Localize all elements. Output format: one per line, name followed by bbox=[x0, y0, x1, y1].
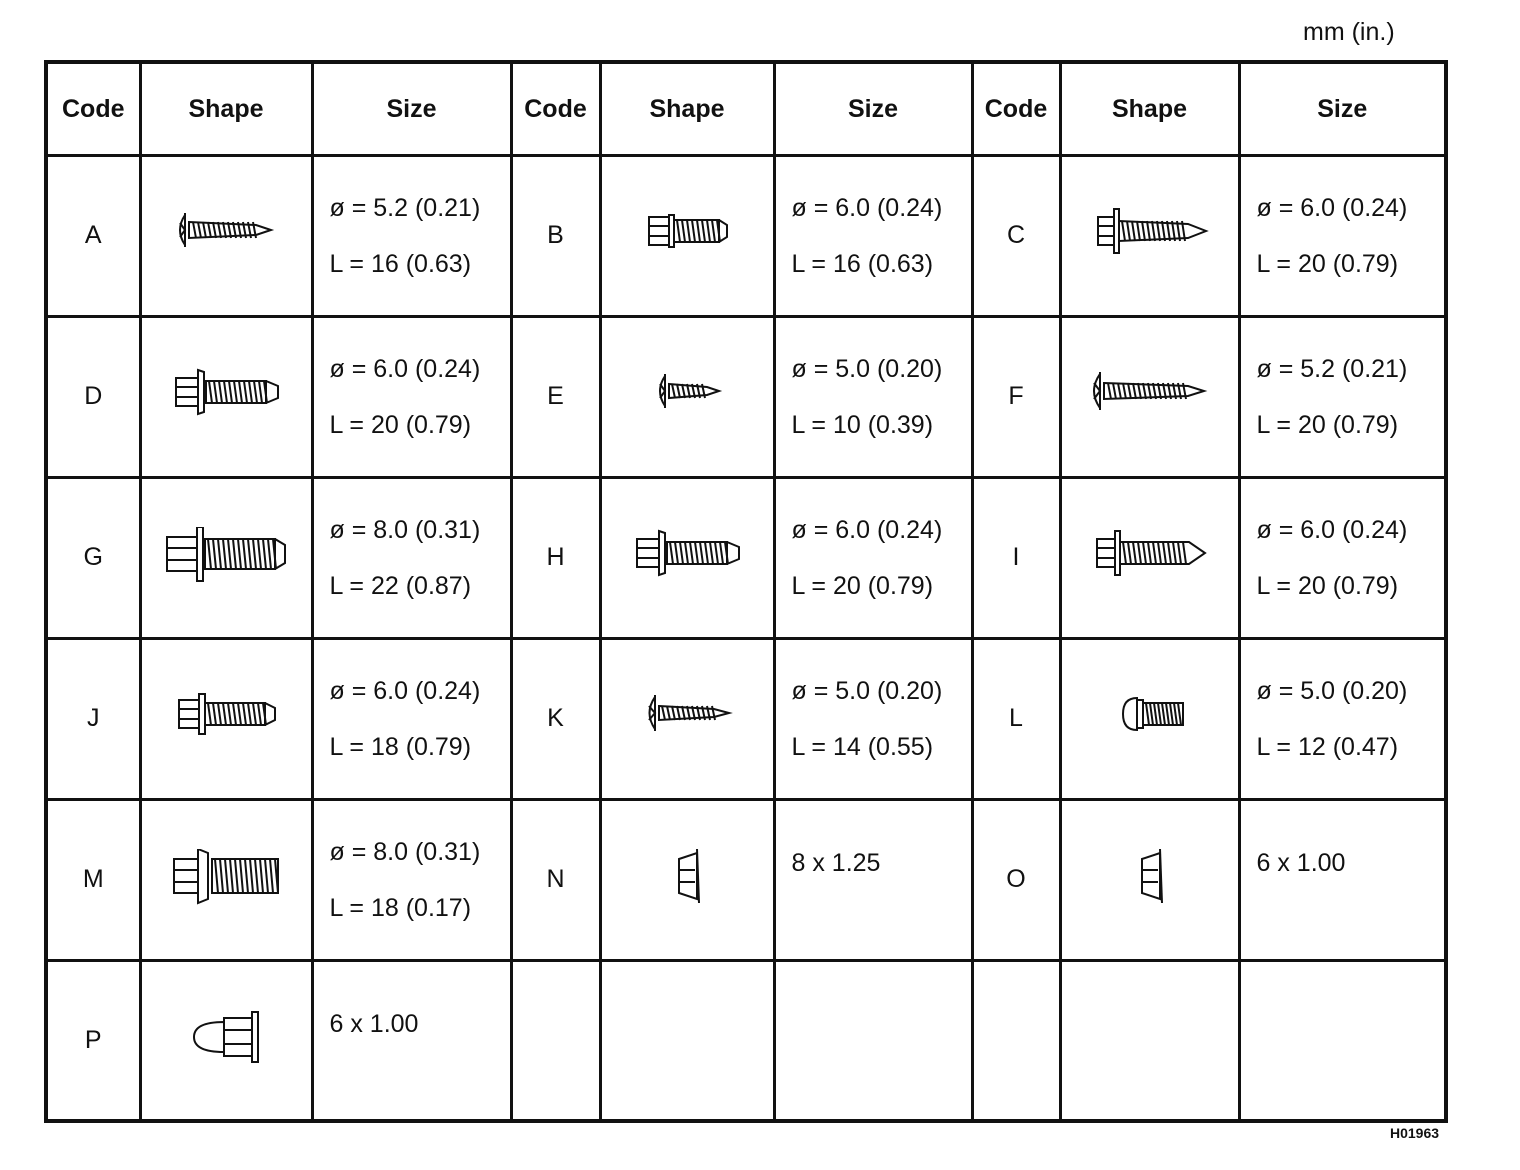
size-diameter: ø = 6.0 (0.24) bbox=[329, 354, 481, 383]
size-length: L = 10 (0.39) bbox=[791, 410, 934, 439]
code-cell: F bbox=[972, 316, 1060, 477]
hex-flange-bolt-large-icon bbox=[161, 527, 291, 583]
size-length: L = 12 (0.47) bbox=[1256, 732, 1399, 761]
size-diameter: ø = 5.0 (0.20) bbox=[791, 354, 943, 383]
code-cell: I bbox=[972, 477, 1060, 638]
code-cell: G bbox=[46, 477, 140, 638]
shape-cell bbox=[1060, 477, 1239, 638]
size-diameter: ø = 8.0 (0.31) bbox=[329, 515, 481, 544]
shape-cell bbox=[140, 638, 312, 799]
size-cell bbox=[312, 960, 511, 1121]
tapping-screw-washer-head-icon bbox=[171, 205, 281, 261]
size-diameter: ø = 5.2 (0.21) bbox=[1256, 354, 1408, 383]
code-cell: M bbox=[46, 799, 140, 960]
size-cell bbox=[774, 156, 972, 317]
hex-washer-bolt-large-icon bbox=[168, 849, 284, 905]
header-shape: Shape bbox=[1060, 62, 1239, 156]
header-shape: Shape bbox=[600, 62, 774, 156]
size-cell bbox=[312, 316, 511, 477]
figure-code: H01963 bbox=[1390, 1125, 1440, 1141]
size-diameter: ø = 5.0 (0.20) bbox=[791, 676, 943, 705]
size-diameter: ø = 6.0 (0.24) bbox=[1256, 193, 1408, 222]
code-cell bbox=[511, 960, 600, 1121]
size-diameter: ø = 8.0 (0.31) bbox=[329, 837, 481, 866]
size-length: L = 18 (0.79) bbox=[329, 732, 472, 761]
size-length: L = 20 (0.79) bbox=[329, 410, 472, 439]
header-size: Size bbox=[1239, 62, 1446, 156]
cap-nut-icon bbox=[188, 1010, 264, 1066]
header-code: Code bbox=[511, 62, 600, 156]
table-row bbox=[46, 799, 1446, 960]
header-size: Size bbox=[774, 62, 972, 156]
header-code: Code bbox=[972, 62, 1060, 156]
size-length: L = 20 (0.79) bbox=[1256, 410, 1399, 439]
hex-flange-screw-pointed-icon bbox=[1089, 527, 1211, 583]
header-row bbox=[46, 62, 1446, 156]
size-cell bbox=[1239, 960, 1446, 1121]
size-length: L = 20 (0.79) bbox=[791, 571, 934, 600]
size-diameter: ø = 6.0 (0.24) bbox=[791, 515, 943, 544]
unit-note: mm (in.) bbox=[1303, 18, 1395, 46]
size-length: L = 14 (0.55) bbox=[791, 732, 934, 761]
shape-cell bbox=[1060, 316, 1239, 477]
size-cell bbox=[1239, 799, 1446, 960]
code-cell: D bbox=[46, 316, 140, 477]
table-row bbox=[46, 477, 1446, 638]
fastener-table bbox=[44, 60, 1448, 1123]
size-cell bbox=[1239, 156, 1446, 317]
size-length: L = 18 (0.17) bbox=[329, 893, 472, 922]
table-row bbox=[46, 960, 1446, 1121]
size-cell bbox=[1239, 638, 1446, 799]
hex-washer-bolt-icon bbox=[629, 527, 745, 583]
size-diameter: 8 x 1.25 bbox=[791, 848, 881, 877]
hex-flange-bolt-icon bbox=[171, 688, 281, 744]
size-diameter: ø = 6.0 (0.24) bbox=[329, 676, 481, 705]
size-length: L = 20 (0.79) bbox=[1256, 571, 1399, 600]
shape-cell bbox=[140, 477, 312, 638]
size-diameter: 6 x 1.00 bbox=[1256, 848, 1346, 877]
shape-cell bbox=[140, 316, 312, 477]
flange-nut-icon bbox=[1132, 849, 1168, 905]
small-bolt-icon bbox=[1111, 688, 1189, 744]
size-cell bbox=[1239, 477, 1446, 638]
code-cell: P bbox=[46, 960, 140, 1121]
size-diameter: ø = 5.0 (0.20) bbox=[1256, 676, 1408, 705]
code-cell: E bbox=[511, 316, 600, 477]
code-cell: L bbox=[972, 638, 1060, 799]
size-cell bbox=[312, 638, 511, 799]
code-cell: A bbox=[46, 156, 140, 317]
code-cell: H bbox=[511, 477, 600, 638]
size-cell bbox=[774, 316, 972, 477]
shape-cell bbox=[600, 799, 774, 960]
shape-cell bbox=[600, 960, 774, 1121]
flange-nut-icon bbox=[669, 849, 705, 905]
shape-cell bbox=[600, 477, 774, 638]
header-code: Code bbox=[46, 62, 140, 156]
size-length: L = 16 (0.63) bbox=[791, 249, 934, 278]
size-length: L = 20 (0.79) bbox=[1256, 249, 1399, 278]
size-cell bbox=[774, 799, 972, 960]
code-cell: B bbox=[511, 156, 600, 317]
size-cell bbox=[774, 638, 972, 799]
size-diameter: ø = 5.2 (0.21) bbox=[329, 193, 481, 222]
hex-flange-tapping-screw-icon bbox=[1088, 205, 1212, 261]
table-row bbox=[46, 316, 1446, 477]
table-row bbox=[46, 638, 1446, 799]
table-row bbox=[46, 156, 1446, 317]
size-cell bbox=[1239, 316, 1446, 477]
hex-washer-bolt-icon bbox=[168, 366, 284, 422]
shape-cell bbox=[600, 316, 774, 477]
size-cell bbox=[312, 156, 511, 317]
shape-cell bbox=[600, 638, 774, 799]
code-cell: J bbox=[46, 638, 140, 799]
size-cell bbox=[312, 799, 511, 960]
shape-cell bbox=[140, 960, 312, 1121]
tapping-screw-medium-icon bbox=[639, 688, 735, 744]
tapping-screw-small-icon bbox=[647, 366, 727, 422]
size-length: L = 22 (0.87) bbox=[329, 571, 472, 600]
header-shape: Shape bbox=[140, 62, 312, 156]
shape-cell bbox=[140, 799, 312, 960]
code-cell: C bbox=[972, 156, 1060, 317]
header-size: Size bbox=[312, 62, 511, 156]
size-cell bbox=[774, 960, 972, 1121]
size-cell bbox=[312, 477, 511, 638]
shape-cell bbox=[600, 156, 774, 317]
size-diameter: ø = 6.0 (0.24) bbox=[791, 193, 943, 222]
hex-bolt-short-icon bbox=[639, 205, 735, 261]
size-diameter: ø = 6.0 (0.24) bbox=[1256, 515, 1408, 544]
tapping-screw-long-icon bbox=[1088, 366, 1212, 422]
code-cell: K bbox=[511, 638, 600, 799]
size-cell bbox=[774, 477, 972, 638]
shape-cell bbox=[140, 156, 312, 317]
shape-cell bbox=[1060, 799, 1239, 960]
code-cell: N bbox=[511, 799, 600, 960]
shape-cell bbox=[1060, 960, 1239, 1121]
shape-cell bbox=[1060, 638, 1239, 799]
code-cell bbox=[972, 960, 1060, 1121]
shape-cell bbox=[1060, 156, 1239, 317]
size-diameter: 6 x 1.00 bbox=[329, 1009, 419, 1038]
size-length: L = 16 (0.63) bbox=[329, 249, 472, 278]
code-cell: O bbox=[972, 799, 1060, 960]
